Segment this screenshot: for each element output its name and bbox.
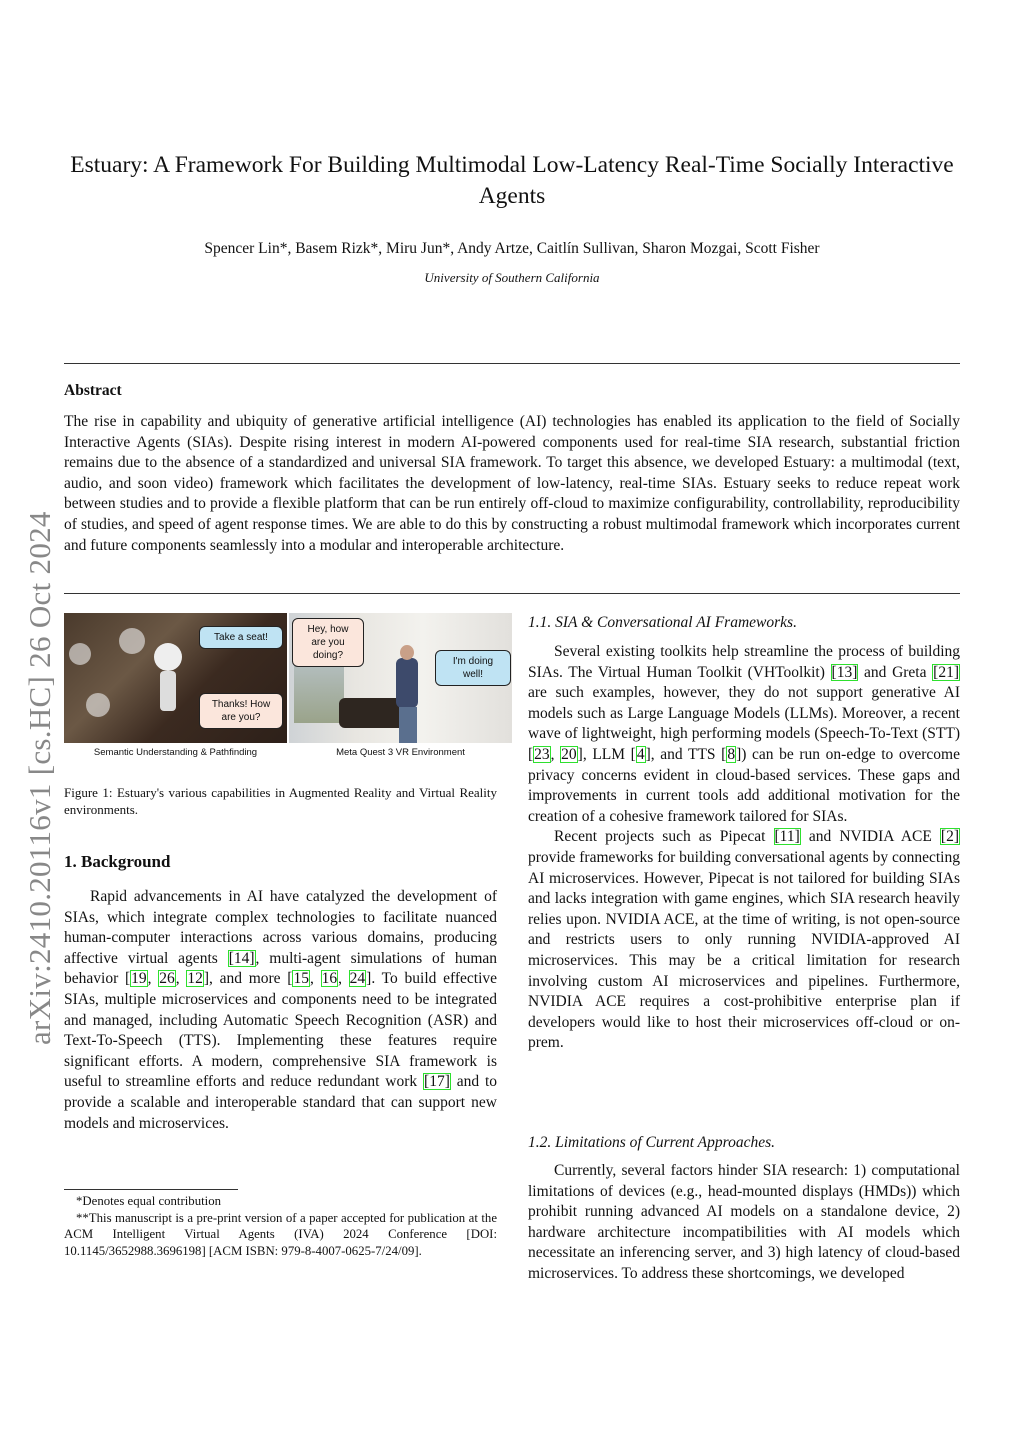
text-run: and NVIDIA ACE [800, 828, 940, 846]
citation-link[interactable]: 20 [561, 745, 577, 763]
paragraph [528, 642, 960, 827]
speech-bubble: Hey, how are you doing? [292, 618, 364, 667]
panel-label: Meta Quest 3 VR Environment [336, 747, 465, 758]
abstract-heading: Abstract [64, 382, 122, 399]
citation-link[interactable]: [21] [933, 663, 959, 681]
ar-screenshot [64, 613, 287, 743]
subsection-text [528, 1161, 960, 1285]
text-run: and to provide a scalable and interoperable standard that can support new models and microservices. [64, 1073, 498, 1132]
citation-link[interactable]: 26 [159, 970, 175, 988]
text-run: , [175, 970, 187, 988]
author-list: Spencer Lin*, Basem Rizk*, Miru Jun*, Andy Artze, Caitlín Sullivan, Sharon Mozgai, Scott Fisher [204, 240, 820, 257]
footnotes [64, 1193, 497, 1259]
arxiv-identifier: arXiv:2410.20116v1 [cs.HC] 26 Oct 2024 [22, 511, 57, 1045]
text-run: , [309, 970, 321, 988]
citation-link[interactable]: [14] [228, 949, 255, 967]
citation-link[interactable]: 8 [727, 745, 736, 763]
text-run: ]) can be run on-edge to overcome privacy concerns evident in cloud-based services. These gaps and improvements in current tools add additional motivation for the creation of a cohesive framework tailored for SIAs. [528, 745, 960, 825]
paper-title: Estuary: A Framework For Building Multimodal Low-Latency Real-Time Socially Interactive Agents [70, 152, 954, 209]
subsection-heading: 1.1. SIA & Conversational AI Frameworks. [528, 614, 797, 631]
paragraph [528, 827, 960, 1054]
section-heading: 1. Background [64, 852, 171, 871]
citation-link[interactable]: 16 [321, 970, 338, 988]
text-run: , [550, 745, 561, 763]
abstract-text [64, 412, 960, 556]
paragraph-text [528, 642, 960, 827]
citation-link[interactable]: [11] [774, 828, 800, 846]
panel-label: Semantic Understanding & Pathfinding [93, 747, 258, 758]
text-run: ]. To build effective SIAs, multiple microservices and components need to be integrated and managed, including Automatic Speech Recognition (ASR) and Text-To-Speech (TTS). Implementing these features require significant efforts. A modern, comprehensive SIA framework is useful to streamline efforts and reduce redundant work [64, 970, 498, 1091]
citation-link[interactable]: 23 [534, 745, 550, 763]
citation-link[interactable]: [2] [940, 828, 959, 846]
text-run: ], LLM [ [577, 745, 636, 763]
footnote-divider [64, 1189, 238, 1190]
paragraph-text [64, 887, 497, 1134]
text-run: The rise in capability and ubiquity of generative artificial intelligence (AI) technologies has enabled its application to the field of Socially Interactive Agents (SIAs). Despite rising interest in modern AI-powered components used for real-time SIA research, substantial friction remains due to the absence of a standardized and universal SIA framework. To target this absence, we developed Estuary: a multimodal (text, audio, and soon video) framework which facilitates the development of low-latency, real-time SIAs. Estuary seeks to reduce repeat work between studies and to provide a flexible platform that can be run entirely off-cloud to maximize configurability, controllability, reproducibility of studies, and speed of agent response times. We are able to do this by constructing a robust multimodal framework which incorporates current and future components seamlessly into a modular and interoperable architecture. [64, 413, 960, 554]
vr-screenshot [289, 613, 512, 743]
footnote: **This manuscript is a pre-print version of a paper accepted for publication at the ACM Intelligent Virtual Agents (IVA) 2024 Conference [DOI: 10.1145/3652988.3696198] [ACM ISBN: 979-8-4007-0625-7/24/09]. [64, 1210, 497, 1258]
footnote: *Denotes equal contribution [76, 1194, 221, 1208]
speech-bubble: Thanks! How are you? [199, 693, 283, 729]
text-run: , [147, 970, 159, 988]
background-text [64, 887, 497, 1134]
citation-link[interactable]: 4 [636, 745, 645, 763]
citation-link[interactable]: 12 [187, 970, 203, 988]
paragraph-text [528, 1161, 960, 1285]
paragraph-text [64, 412, 960, 556]
text-run: ], and TTS [ [645, 745, 727, 763]
text-run: Recent projects such as Pipecat [554, 828, 774, 846]
skeleton-character [154, 643, 182, 671]
subsection-heading: 1.2. Limitations of Current Approaches. [528, 1134, 776, 1151]
text-run: Several existing toolkits help streamline the process of building SIAs. The Virtual Human Toolkit (VHToolkit) [528, 643, 960, 681]
text-run: , [338, 970, 349, 988]
text-run: and Greta [858, 663, 933, 681]
citation-link[interactable]: [13] [831, 663, 858, 681]
affiliation: University of Southern California [424, 270, 600, 285]
text-run: are such examples, however, they do not support generative AI models such as Large Language Models (LLMs). Moreover, a recent wave of lightweight, high performing models (Speech-To-Text (STT) [ [528, 684, 960, 763]
paragraph-text [528, 827, 960, 1054]
text-run: Currently, several factors hinder SIA research: 1) computational limitations of devices (e.g., head-mounted displays (HMDs)) which prohibit running advanced AI models on a standalone device, 2) hardware architecture incompatibilities with AI models which necessitate an inferencing server, and 3) high latency of cloud-based microservices. To address these shortcomings, we developed [528, 1162, 960, 1282]
citation-link[interactable]: [17] [424, 1073, 450, 1091]
citation-link[interactable]: 15 [293, 970, 309, 988]
text-run: ], and more [ [203, 970, 293, 988]
citation-link[interactable]: 19 [131, 970, 147, 988]
speech-bubble: I'm doing well! [435, 650, 511, 686]
subsection-text [528, 642, 960, 1054]
figure-caption: Figure 1: Estuary's various capabilities in Augmented Reality and Virtual Reality environments. [64, 785, 497, 817]
text-run: , multi-agent simulations of human behavior [ [64, 949, 498, 988]
figure-1 [64, 613, 512, 758]
text-run: provide frameworks for building conversational agents by connecting AI microservices. However, Pipecat is not tailored for building SIAs and lacks integration with game engines, which SIA research heavily relies upon. NVIDIA ACE, at the time of writing, is not open-source and restricts users to only running NVIDIA-approved AI microservices. This may be a critical limitation for research involving custom AI microservices and pipelines. Furthermore, NVIDIA ACE requires a cost-prohibitive enterprise plan if developers would like to host their microservices off-cloud or on-prem. [528, 848, 960, 1052]
divider [64, 593, 960, 594]
citation-link[interactable]: 24 [349, 970, 366, 988]
text-run: Rapid advancements in AI have catalyzed the development of SIAs, which integrate complex technologies to facilitate nuanced human-computer interactions across various domains, producing affective virtual agents [64, 888, 497, 967]
divider [64, 363, 960, 364]
speech-bubble: Take a seat! [199, 626, 283, 649]
